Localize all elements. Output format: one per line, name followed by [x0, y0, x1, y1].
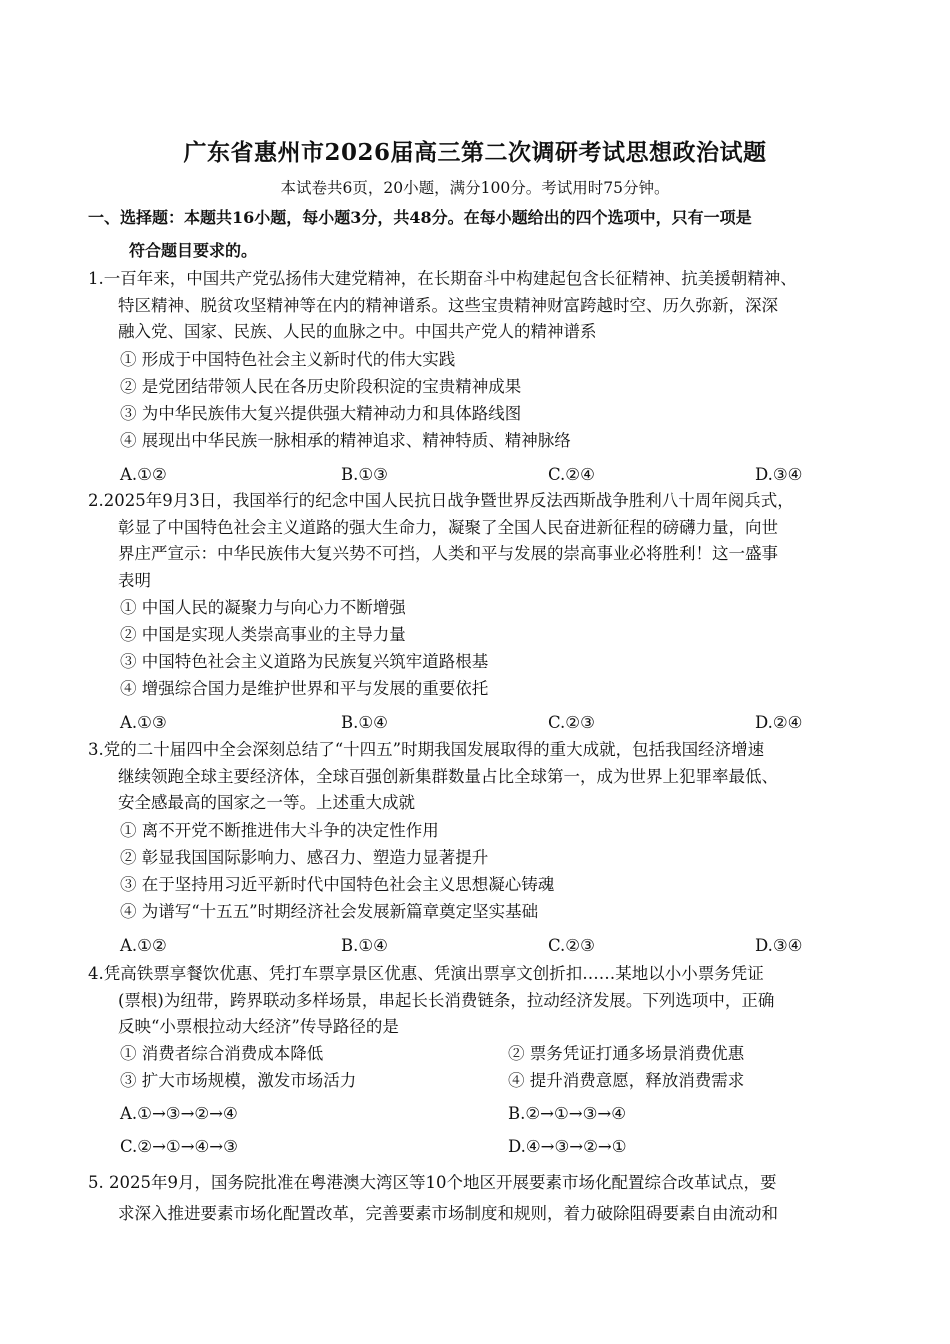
- statement-option: ① 消费者综合消费成本降低: [120, 1043, 324, 1063]
- answer-choice-a[interactable]: A.①②: [120, 464, 167, 484]
- question-stem-line: 反映“小票根拉动大经济”传导路径的是: [118, 1017, 399, 1036]
- answer-choice-a[interactable]: A.①②: [120, 935, 167, 955]
- statement-option: ② 票务凭证打通多场景消费优惠: [508, 1043, 745, 1063]
- question-stem-line: 表明: [118, 570, 151, 590]
- answer-choices: [88, 462, 878, 488]
- section-heading: [88, 201, 878, 267]
- statement-option: ④ 增强综合国力是维护世界和平与发展的重要依托: [120, 679, 489, 698]
- question-stem-line: 继续领跑全球主要经济体，全球百强创新集群数量占比全球第一，成为世界上犯罪率最低、: [118, 766, 778, 786]
- statement-option: ④ 为谱写“十五五”时期经济社会发展新篇章奠定坚实基础: [120, 901, 539, 921]
- answer-choice-d[interactable]: D.④→③→②→①: [508, 1136, 627, 1156]
- statement-row: [88, 1068, 878, 1095]
- answer-choice-c[interactable]: C.②→①→④→③: [120, 1136, 238, 1156]
- statement-option: ① 中国人民的凝聚力与向心力不断增强: [120, 598, 406, 617]
- answer-choice-c[interactable]: C.②④: [548, 464, 595, 484]
- answer-choices-row: [88, 1101, 878, 1132]
- answer-choice-d[interactable]: D.③④: [755, 935, 803, 955]
- exam-instructions: 本试卷共6页，20小题，满分100分。考试用时75分钟。: [280, 179, 670, 197]
- statement-option: ③ 中国特色社会主义道路为民族复兴筑牢道路根基: [120, 652, 489, 671]
- question-stem-line: 特区精神、脱贫攻坚精神等在内的精神谱系。这些宝贵精神财富跨越时空、历久弥新，深深: [118, 295, 778, 315]
- statement-option: ② 彰显我国国际影响力、感召力、塑造力显著提升: [120, 847, 489, 867]
- answer-choice-b[interactable]: B.①③: [341, 464, 388, 484]
- answer-choice-a[interactable]: A.①→③→②→④: [120, 1103, 238, 1123]
- statement-option: ③ 扩大市场规模，激发市场活力: [120, 1070, 357, 1090]
- answer-choice-b[interactable]: B.①④: [341, 935, 388, 955]
- question-stem-line: 1.一百年来，中国共产党弘扬伟大建党精神，在长期奋斗中构建起包含长征精神、抗美援朝精神、: [88, 269, 797, 288]
- statement-option: ④ 提升消费意愿，释放消费需求: [508, 1070, 745, 1090]
- statement-option: ③ 为中华民族伟大复兴提供强大精神动力和具体路线图: [120, 403, 522, 423]
- answer-choice-d[interactable]: D.③④: [755, 464, 803, 484]
- exam-title: 广东省惠州市2026届高三第二次调研考试思想政治试题: [183, 139, 767, 166]
- question-stem-line: 2.2025年9月3日，我国举行的纪念中国人民抗日战争暨世界反法西斯战争胜利八十周年阅兵式，: [88, 491, 794, 510]
- question-stem-line: 彰显了中国特色社会主义道路的强大生命力，凝聚了全国人民奋进新征程的磅礴力量，向世: [118, 517, 778, 537]
- question-2: [88, 488, 878, 736]
- statement-option: ① 离不开党不断推进伟大斗争的决定性作用: [120, 820, 439, 840]
- question-stem-line: (票根)为纽带，跨界联动多样场景，串起长长消费链条，拉动经济发展。下列选项中，正确: [118, 990, 775, 1010]
- question-5: [88, 1167, 878, 1229]
- question-3: [88, 737, 878, 959]
- statement-option: ① 形成于中国特色社会主义新时代的伟大实践: [120, 349, 456, 369]
- answer-choice-d[interactable]: D.②④: [755, 713, 803, 732]
- question-1: [88, 266, 878, 488]
- answer-choice-a[interactable]: A.①③: [120, 713, 167, 732]
- question-stem-line: 求深入推进要素市场化配置改革，完善要素市场制度和规则，着力破除阻碍要素自由流动和: [118, 1204, 778, 1223]
- answer-choice-c[interactable]: C.②③: [548, 713, 595, 732]
- question-stem-line: 3.党的二十届四中全会深刻总结了“十四五”时期我国发展取得的重大成就，包括我国经济增速: [88, 740, 765, 759]
- statement-option: ④ 展现出中华民族一脉相承的精神追求、精神特质、精神脉络: [120, 430, 571, 450]
- statement-option: ② 是党团结带领人民在各历史阶段积淀的宝贵精神成果: [120, 376, 522, 396]
- answer-choices: [88, 710, 878, 736]
- question-stem-line: 融入党、国家、民族、人民的血脉之中。中国共产党人的精神谱系: [118, 322, 597, 341]
- answer-choices-row: [88, 1134, 878, 1165]
- section-heading-line-1: 一、选择题：本题共16小题，每小题3分，共48分。在每小题给出的四个选项中，只有一项是: [88, 208, 752, 227]
- question-4: [88, 961, 878, 1165]
- section-heading-line-2: 符合题目要求的。: [129, 241, 258, 260]
- statement-option: ③ 在于坚持用习近平新时代中国特色社会主义思想凝心铸魂: [120, 874, 555, 894]
- answer-choice-b[interactable]: B.②→①→③→④: [508, 1103, 627, 1123]
- question-stem-line: 界庄严宣示：中华民族伟大复兴势不可挡，人类和平与发展的崇高事业必将胜利！这一盛事: [118, 544, 778, 563]
- question-stem-line: 5. 2025年9月，国务院批准在粤港澳大湾区等10个地区开展要素市场化配置综合改革试点，要: [88, 1173, 777, 1192]
- answer-choice-b[interactable]: B.①④: [341, 713, 388, 732]
- answer-choice-c[interactable]: C.②③: [548, 935, 595, 955]
- answer-choices: [88, 933, 878, 959]
- statement-row: [88, 1041, 878, 1068]
- question-stem-line: 4.凭高铁票享餐饮优惠、凭打车票享景区优惠、凭演出票享文创折扣……某地以小小票务凭证: [88, 964, 764, 983]
- statement-option: ② 中国是实现人类崇高事业的主导力量: [120, 625, 406, 644]
- question-stem-line: 安全感最高的国家之一等。上述重大成就: [118, 793, 415, 812]
